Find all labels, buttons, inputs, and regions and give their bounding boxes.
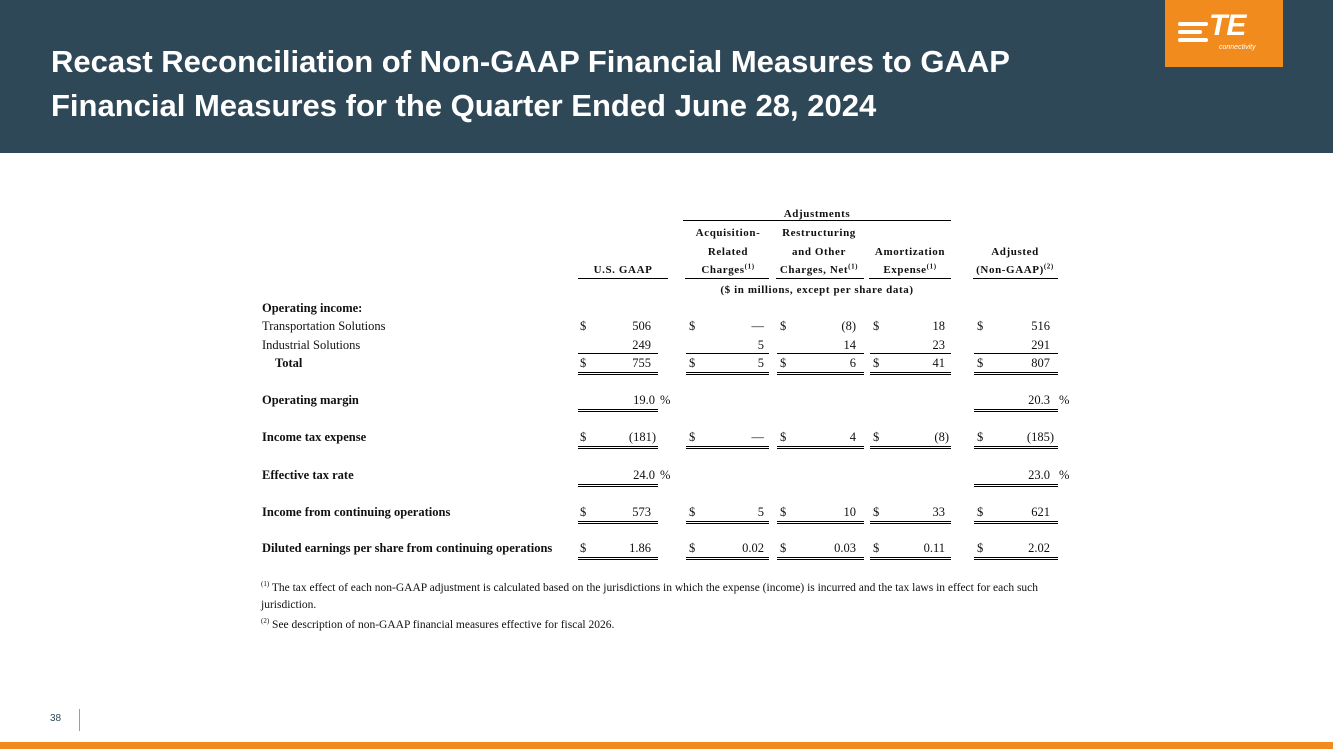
page-title: Recast Reconciliation of Non-GAAP Financial Measures to GAAP Financial Measures for the Quarter Ended June 28, 2024 xyxy=(51,44,1010,123)
row-label: Operating margin xyxy=(262,393,359,407)
section-label: Operating income: xyxy=(262,301,363,315)
restructuring-header: Charges, Net$^{(1)}$ xyxy=(779,262,859,276)
footnote-1: $^{(1)}$ The tax effect of each non-GAAP adjustment is calculated based on the jurisdictions in which the expense (income) is incurred and the tax laws in effect for each such jurisdiction. xyxy=(261,580,1039,611)
acq-header: Charges$^{(1)}$ xyxy=(701,262,755,276)
row-label: Total xyxy=(275,356,303,370)
row-label: Diluted earnings per share from continuing operations xyxy=(262,541,553,555)
adjustments-header: Adjustments xyxy=(783,208,851,220)
gaap-header: U.S. GAAP xyxy=(593,264,653,276)
row-label: Income tax expense xyxy=(262,430,367,444)
header-bar xyxy=(0,0,1333,153)
row-label: Effective tax rate xyxy=(262,468,354,482)
footnote-2: $^{(2)}$ See description of non-GAAP financial measures effective for fiscal 2026. xyxy=(261,617,615,631)
amortization-header: Expense$^{(1)}$ xyxy=(883,262,937,276)
adjustments-underline xyxy=(683,220,951,221)
row-label: Industrial Solutions xyxy=(262,338,361,352)
page-number: 38 xyxy=(50,713,62,724)
row-label: Transportation Solutions xyxy=(262,319,386,333)
units-note: ($ in millions, except per share data) xyxy=(720,284,914,296)
te-connectivity-logo: TE connectivity xyxy=(1165,0,1283,67)
adjusted-header: (Non-GAAP)$^{(2)}$ xyxy=(976,262,1054,276)
row-label: Income from continuing operations xyxy=(262,505,451,519)
footer-bar xyxy=(0,742,1333,749)
page-number-divider xyxy=(79,709,80,731)
logo-bars-icon xyxy=(1178,22,1208,46)
